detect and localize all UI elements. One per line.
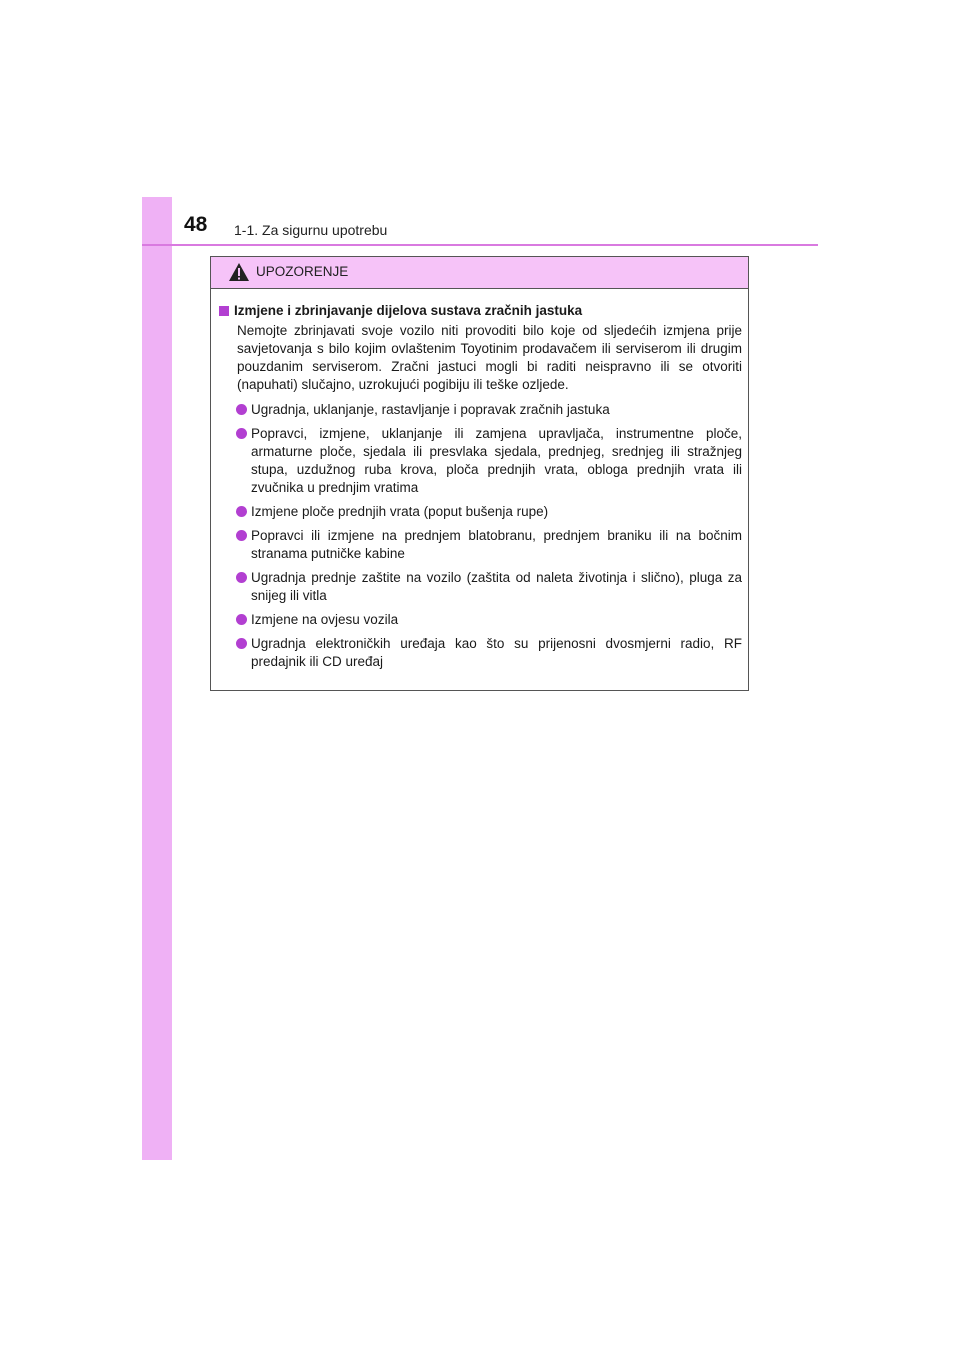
section-heading [219, 303, 742, 318]
round-bullet-icon [236, 506, 247, 517]
header-rule [142, 244, 818, 246]
round-bullet-icon [236, 572, 247, 583]
list-item [219, 611, 742, 629]
list-item [219, 503, 742, 521]
list-item-text: Ugradnja, uklanjanje, rastavljanje i popravak zračnih jastuka [251, 402, 610, 417]
list-item [219, 569, 742, 605]
list-item-text: Izmjene ploče prednjih vrata (poput bušenja rupe) [251, 504, 549, 519]
list-item-text: Ugradnja elektroničkih uređaja kao što su prijenosni dvosmjerni radio, RF predajnik ili CD uređaj [251, 636, 742, 669]
round-bullet-icon [236, 614, 247, 625]
list-item-text: Popravci ili izmjene na prednjem blatobranu, prednjem braniku ili na bočnim stranama putničke kabine [251, 528, 742, 561]
page-number: 48 [184, 213, 208, 236]
warning-triangle-icon [228, 262, 250, 282]
list-item-text: Popravci, izmjene, uklanjanje ili zamjena upravljača, instrumentne ploče, armaturne ploče, sjedala ili presvlaka sjedala, prednjeg, srednjeg ili stražnjeg stupa, uzdužnog ruba krova, ploča prednjih vrata, obloga prednjih vrata ili zvučnika u prednjim vratima [251, 426, 742, 495]
warning-box [210, 256, 749, 691]
running-head: 1-1. Za sigurnu upotrebu [234, 222, 388, 238]
round-bullet-icon [236, 404, 247, 415]
list-item-text: Izmjene na ovjesu vozila [251, 612, 399, 627]
warning-title: UPOZORENJE [256, 264, 349, 279]
warning-body [211, 289, 748, 671]
bullet-list [219, 401, 742, 671]
side-band [142, 197, 172, 1160]
list-item [219, 401, 742, 419]
round-bullet-icon [236, 428, 247, 439]
list-item [219, 527, 742, 563]
list-item [219, 635, 742, 671]
intro-text: Nemojte zbrinjavati svoje vozilo niti provoditi bilo koje od sljedećih izmjena prije savjetovanja s bilo kojim ovlaštenim Toyotinim prodavačem ili serviserom ili drugim pouzdanim serviserom. Zračni jastuci mogli bi raditi neispravno ili se otvoriti (napuhati) slučajno, uzrokujući pogibiju ili teške ozljede. [237, 323, 742, 392]
round-bullet-icon [236, 638, 247, 649]
round-bullet-icon [236, 530, 247, 541]
list-item [219, 425, 742, 497]
warning-header [211, 257, 748, 289]
square-bullet-icon [219, 306, 229, 316]
section-heading-text: Izmjene i zbrinjavanje dijelova sustava zračnih jastuka [234, 303, 583, 318]
list-item-text: Ugradnja prednje zaštite na vozilo (zaštita od naleta životinja i slično), pluga za snijeg ili vitla [251, 570, 742, 603]
